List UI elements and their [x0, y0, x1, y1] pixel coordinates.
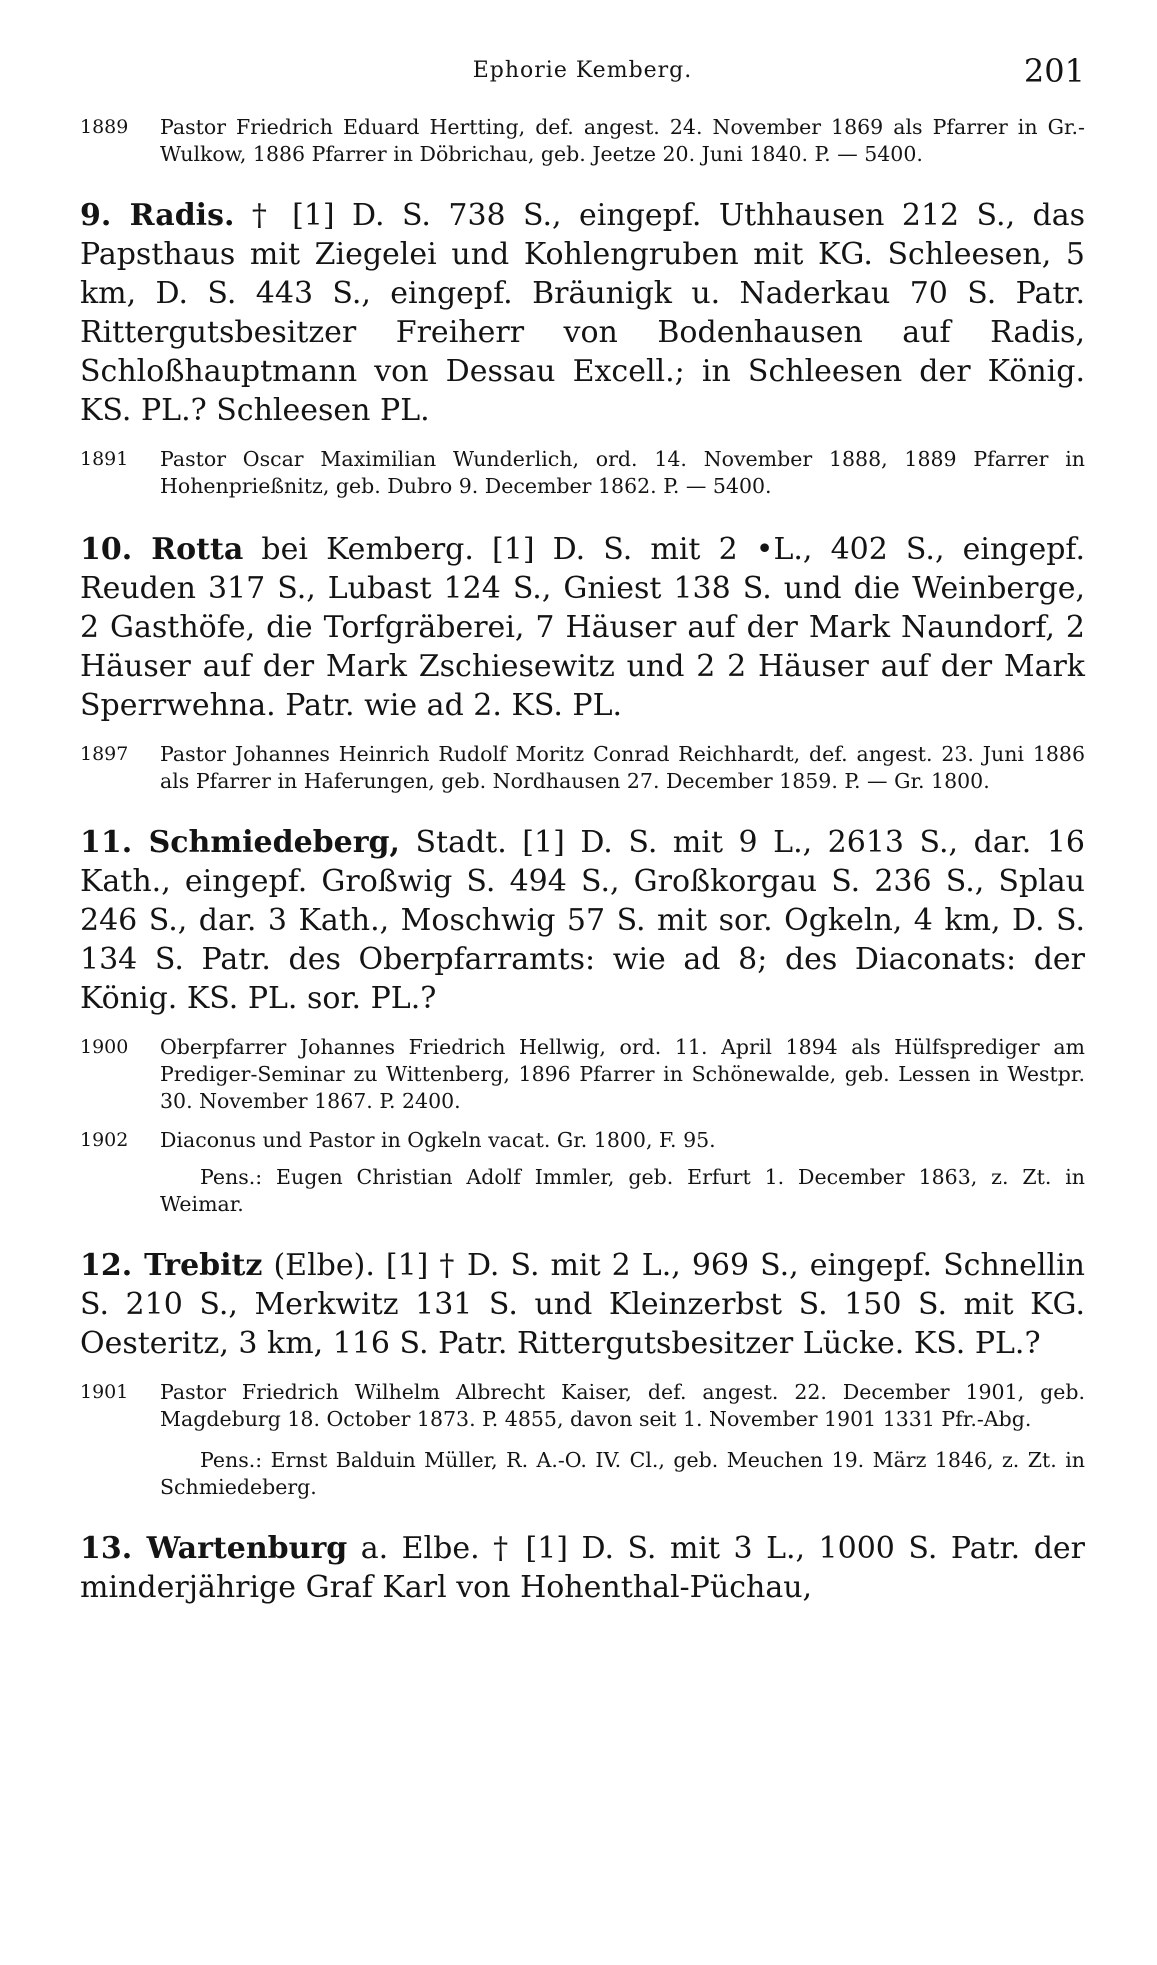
entry-year: 1902: [80, 1129, 129, 1151]
parish-description: † [1] D. S. 738 S., eingepf. Uthhausen 212 S., das Papsthaus mit Ziegelei und Kohlengruben mit KG. Schleesen, 5 km, D. S. 443 S., eingepf. Bräunigk u. Naderkau 70 S. Patr. Rittergutsbesitzer Freiherr von Bodenhausen auf Radis, Schloßhauptmann von Dessau Excell.; in Schleesen der König. KS. PL.? Schleesen PL.: [80, 198, 1085, 428]
parish-description: Stadt. [1] D. S. mit 9 L., 2613 S., dar. 16 Kath., eingepf. Großwig S. 494 S., Großkorgau S. 236 S., Splau 246 S., dar. 3 Kath., Moschwig 57 S. mit sor. Ogkeln, 4 km, D. S. 134 S. Patr. des Oberpfarramts: wie ad 8; des Diaconats: der König. KS. PL. sor. PL.?: [80, 825, 1085, 1016]
running-head: Ephorie Kemberg.: [472, 58, 693, 83]
entry-text: Pastor Friedrich Eduard Hertting, def. angest. 24. November 1869 als Pfarrer in Gr.-Wulkow, 1886 Pfarrer in Döbrichau, geb. Jeetze 20. Juni 1840. P. — 5400.: [160, 115, 1085, 166]
entry-year: 1901: [80, 1381, 129, 1403]
parish-heading: 10. Rotta: [80, 532, 244, 567]
parish-heading: 11. Schmiedeberg,: [80, 825, 400, 860]
entry-text: Pastor Johannes Heinrich Rudolf Moritz Conrad Reichhardt, def. angest. 23. Juni 1886 als Pfarrer in Haferungen, geb. Nordhausen 27. December 1859. P. — Gr. 1800.: [160, 742, 1085, 793]
parish-schmiedeberg: [80, 823, 1085, 1018]
entry-year: 1889: [80, 116, 129, 138]
page-number: 201: [1023, 52, 1085, 90]
parish-heading: 12. Trebitz: [80, 1248, 263, 1283]
entry-text: Pastor Friedrich Wilhelm Albrecht Kaiser, def. angest. 22. December 1901, geb. Magdeburg 18. October 1873. P. 4855, davon seit 1. November 1901 1331 Pfr.-Abg.: [160, 1380, 1085, 1431]
entry-text: Pastor Oscar Maximilian Wunderlich, ord. 14. November 1888, 1889 Pfarrer in Hohenprießnitz, geb. Dubro 9. December 1862. P. — 5400.: [160, 447, 1085, 498]
entry-text: Oberpfarrer Johannes Friedrich Hellwig, ord. 11. April 1894 als Hülfsprediger am Prediger-Seminar zu Wittenberg, 1896 Pfarrer in Schönewalde, geb. Lessen in Westpr. 30. November 1867. P. 2400.: [160, 1035, 1085, 1113]
clergy-entry-1897: [80, 741, 1085, 795]
entry-year: 1900: [80, 1036, 129, 1058]
clergy-entry-1902: [80, 1127, 1085, 1154]
parish-rotta: [80, 530, 1085, 725]
parish-description: bei Kemberg. [1] D. S. mit 2 •L., 402 S., eingepf. Reuden 317 S., Lubast 124 S., Gniest 138 S. und die Weinberge, 2 Gasthöfe, die Torfgräberei, 7 Häuser auf der Mark Naundorf, 2 Häuser auf der Mark Zschiesewitz und 2 2 Häuser auf der Mark Sperrwehna. Patr. wie ad 2. KS. PL.: [80, 532, 1085, 723]
clergy-entry-1900: [80, 1034, 1085, 1115]
parish-radis: [80, 196, 1085, 430]
clergy-entry-1889: [80, 114, 1085, 168]
book-page: [80, 48, 1085, 1607]
entry-year: 1897: [80, 743, 129, 765]
entry-year: 1891: [80, 448, 129, 470]
parish-wartenburg: [80, 1529, 1085, 1607]
parish-heading: 9. Radis.: [80, 198, 235, 233]
parish-heading: 13. Wartenburg: [80, 1531, 348, 1566]
entry-text: Diaconus und Pastor in Ogkeln vacat. Gr. 1800, F. 95.: [160, 1128, 716, 1152]
clergy-entry-1891: [80, 446, 1085, 500]
parish-trebitz: [80, 1246, 1085, 1363]
clergy-entry-1901: [80, 1379, 1085, 1433]
parish-description: (Elbe). [1] † D. S. mit 2 L., 969 S., eingepf. Schnellin S. 210 S., Merkwitz 131 S. und Kleinzerbst S. 150 S. mit KG. Oesteritz, 3 km, 116 S. Patr. Rittergutsbesitzer Lücke. KS. PL.?: [80, 1248, 1085, 1361]
pensioner-note: Pens.: Ernst Balduin Müller, R. A.-O. IV. Cl., geb. Meuchen 19. März 1846, z. Zt. in Schmiedeberg.: [160, 1448, 1085, 1499]
page-header: [80, 48, 1085, 108]
parish-description: a. Elbe. † [1] D. S. mit 3 L., 1000 S. Patr. der minderjährige Graf Karl von Hohenthal-Püchau,: [80, 1531, 1085, 1605]
pensioner-note: Pens.: Eugen Christian Adolf Immler, geb. Erfurt 1. December 1863, z. Zt. in Weimar.: [160, 1165, 1085, 1216]
